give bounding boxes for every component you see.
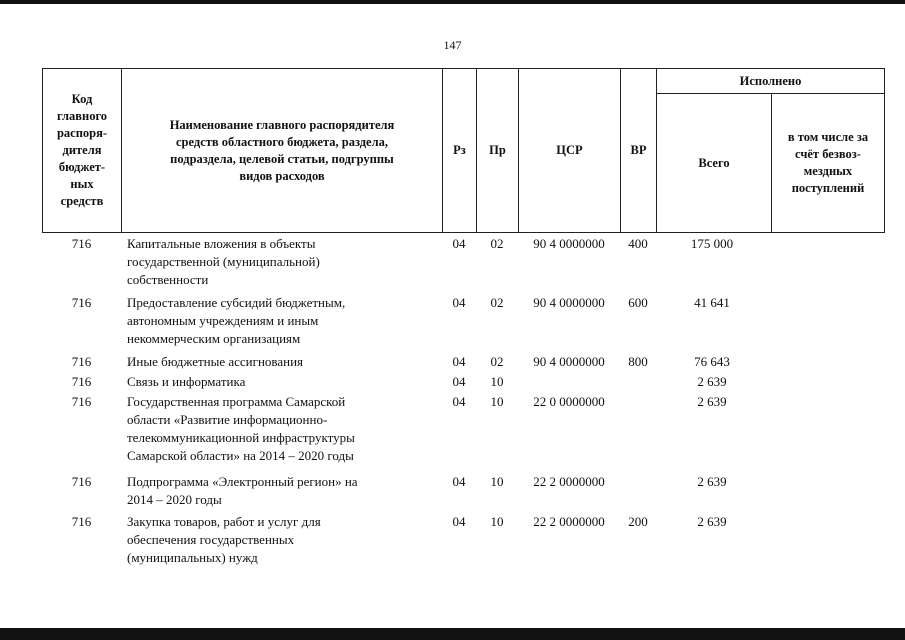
row-csr: 90 4 0000000	[533, 236, 605, 251]
row-rz: 04	[452, 354, 466, 369]
row-pr: 02	[490, 354, 504, 369]
header-csr: ЦСР	[556, 143, 583, 157]
row-csr: 22 2 0000000	[533, 514, 605, 529]
row-total: 2 639	[697, 514, 727, 529]
row-name: Подпрограмма «Электронный регион» на 2014 – 2020 годы	[127, 474, 358, 507]
row-pr: 10	[490, 394, 504, 409]
row-csr: 90 4 0000000	[533, 295, 605, 310]
row-rz: 04	[452, 295, 466, 310]
row-name: Связь и информатика	[127, 374, 246, 389]
row-total: 41 641	[694, 295, 730, 310]
row-pr: 02	[490, 236, 504, 251]
row-vr: 400	[628, 236, 648, 251]
top-rule	[0, 0, 905, 4]
row-name: Предоставление субсидий бюджетным, автономным учреждениям и иным некоммерческим организациям	[127, 295, 346, 346]
row-vr: 800	[628, 354, 648, 369]
row-total: 175 000	[690, 236, 734, 251]
row-total: 2 639	[697, 374, 727, 389]
row-name: Государственная программа Самарской области «Развитие информационно- телекоммуникационной инфраструктуры Самарской области» на 2014 – 2020 годы	[127, 394, 355, 463]
row-rz: 04	[452, 236, 466, 251]
row-pr: 10	[490, 374, 504, 389]
row-code: 716	[71, 514, 92, 529]
row-code: 716	[71, 374, 92, 389]
row-rz: 04	[452, 374, 466, 389]
row-code: 716	[71, 394, 92, 409]
row-name: Иные бюджетные ассигнования	[127, 354, 304, 369]
row-pr: 10	[490, 474, 504, 489]
row-code: 716	[71, 295, 92, 310]
row-pr: 10	[490, 514, 504, 529]
header-total: Всего	[698, 155, 730, 170]
header-code: Код главного распоря- дителя бюджет- ных средств	[56, 92, 108, 208]
header-gratuitous: в том числе за счёт безвоз- мездных поступлений	[787, 130, 869, 195]
header-vr: ВР	[630, 143, 647, 157]
row-code: 716	[71, 236, 92, 251]
bottom-rule	[0, 628, 905, 640]
row-total: 2 639	[697, 474, 727, 489]
row-rz: 04	[452, 474, 466, 489]
table-header	[42, 68, 885, 233]
row-csr: 90 4 0000000	[533, 354, 605, 369]
row-code: 716	[71, 474, 92, 489]
row-total: 76 643	[694, 354, 730, 369]
row-rz: 04	[452, 514, 466, 529]
row-pr: 02	[490, 295, 504, 310]
row-vr: 600	[628, 295, 648, 310]
row-csr: 22 2 0000000	[533, 474, 605, 489]
row-name: Капитальные вложения в объекты государственной (муниципальной) собственности	[127, 236, 320, 287]
header-executed: Исполнено	[739, 73, 802, 88]
header-rz: Рз	[453, 143, 466, 157]
row-name: Закупка товаров, работ и услуг для обеспечения государственных (муниципальных) нужд	[127, 514, 321, 565]
row-rz: 04	[452, 394, 466, 409]
page-number: 147	[443, 38, 462, 52]
row-csr: 22 0 0000000	[533, 394, 605, 409]
row-code: 716	[71, 354, 92, 369]
header-pr: Пр	[489, 143, 506, 157]
row-vr: 200	[628, 514, 648, 529]
row-total: 2 639	[697, 394, 727, 409]
header-name: Наименование главного распорядителя средств областного бюджета, раздела, подраздела, целевой статьи, подгруппы видов расходов	[169, 117, 395, 183]
